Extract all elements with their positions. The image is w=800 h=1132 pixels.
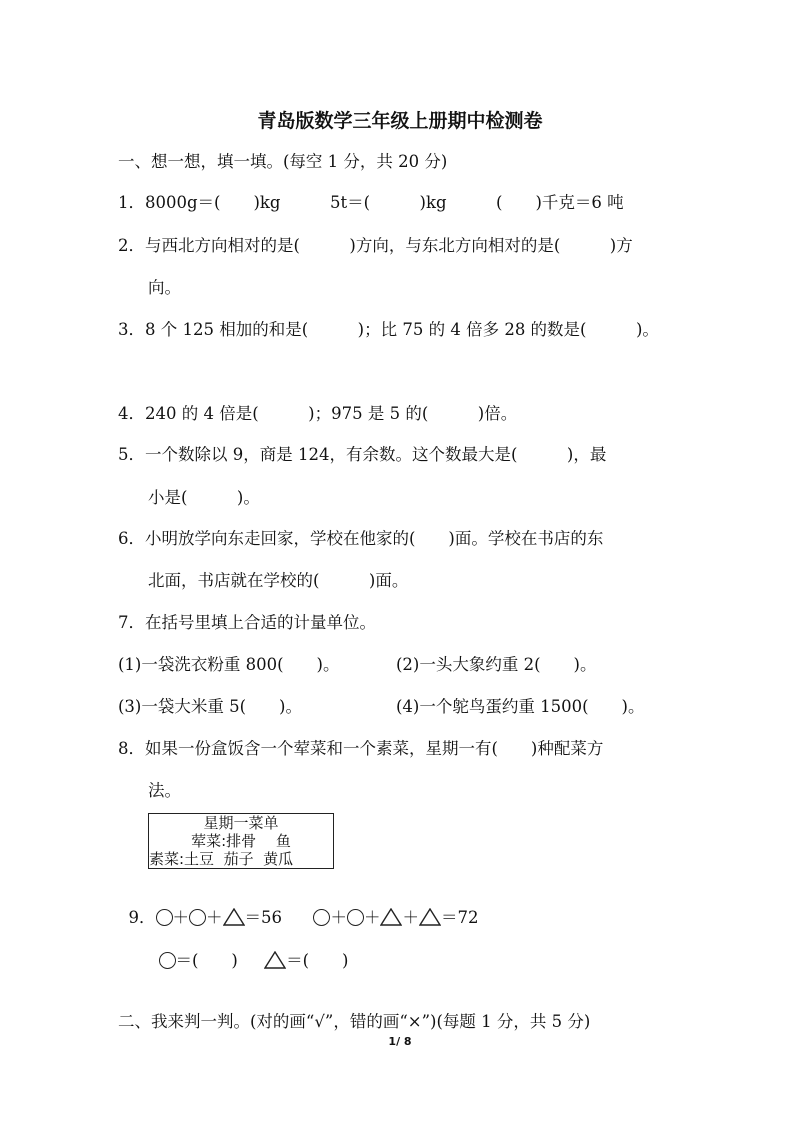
- section-1-heading: 一、想一想，填一填。(每空 1 分，共 20 分): [118, 152, 448, 171]
- page-number: 1/ 8: [388, 1035, 412, 1048]
- question-1: 1．8000g＝( )kg 5t＝( )kg ( )千克＝6 吨: [118, 193, 624, 212]
- section-2-heading: 二、我来判一判。(对的画“√”，错的画“×”)(每题 1 分，共 5 分): [118, 1012, 591, 1031]
- question-8-line-1: 8．如果一份盒饭含一个荤菜和一个素菜，星期一有( )种配菜方: [118, 739, 604, 758]
- question-7-item-3: (3)一袋大米重 5( )。: [118, 697, 302, 716]
- question-2-line-2: 向。: [148, 278, 181, 297]
- question-7-item-4: (4)一个鸵鸟蛋约重 1500( )。: [396, 697, 645, 716]
- question-4: 4．240 的 4 倍是( )；975 是 5 的( )倍。: [118, 404, 518, 423]
- plus-sign: ＋: [330, 908, 347, 927]
- page-title: 青岛版数学三年级上册期中检测卷: [257, 110, 543, 132]
- triangle-icon: [419, 908, 441, 926]
- question-5-line-2: 小是( )。: [148, 488, 260, 507]
- question-5-line-1: 5．一个数除以 9，商是 124，有余数。这个数最大是( )，最: [118, 445, 607, 464]
- circle-icon: [347, 909, 364, 926]
- plus-sign: ＋: [363, 908, 381, 927]
- question-7-item-1: (1)一袋洗衣粉重 800( )。: [118, 655, 340, 674]
- question-8-line-2: 法。: [148, 781, 181, 800]
- triangle-icon: [264, 951, 286, 969]
- circle-icon: [159, 952, 176, 969]
- question-6-line-2: 北面，书店就在学校的( )面。: [148, 571, 409, 590]
- plus-sign: ＋: [402, 908, 419, 927]
- menu-title: 星期一菜单: [203, 814, 279, 832]
- equation-1-result: ＝56: [244, 908, 282, 927]
- equation-2-result: ＝72: [440, 908, 479, 927]
- circle-answer-blank: ＝( ): [175, 951, 238, 970]
- question-3: 3．8 个 125 相加的和是( )；比 75 的 4 倍多 28 的数是( )。: [118, 320, 659, 339]
- question-9-line-2: [148, 925, 348, 973]
- question-7: 7．在括号里填上合适的计量单位。: [118, 613, 376, 632]
- question-9-line-1: [118, 882, 478, 930]
- circle-icon: [189, 909, 206, 926]
- question-6-line-1: 6．小明放学向东走回家，学校在他家的( )面。学校在书店的东: [118, 529, 604, 548]
- plus-sign: ＋: [172, 908, 189, 927]
- menu-meat-row: 荤菜:排骨 鱼: [191, 832, 291, 850]
- question-7-item-2: (2)一头大象约重 2( )。: [396, 655, 597, 674]
- plus-sign: ＋: [206, 908, 223, 927]
- menu-table: [148, 813, 334, 869]
- triangle-icon: [380, 908, 402, 926]
- triangle-answer-blank: ＝( ): [286, 951, 349, 970]
- question-2-line-1: 2．与西北方向相对的是( )方向，与东北方向相对的是( )方: [118, 236, 633, 255]
- triangle-icon: [223, 908, 245, 926]
- menu-veg-row: 素菜:土豆 茄子 黄瓜: [149, 850, 294, 868]
- question-9-number: 9．: [128, 908, 156, 927]
- circle-icon: [156, 909, 173, 926]
- circle-icon: [313, 909, 330, 926]
